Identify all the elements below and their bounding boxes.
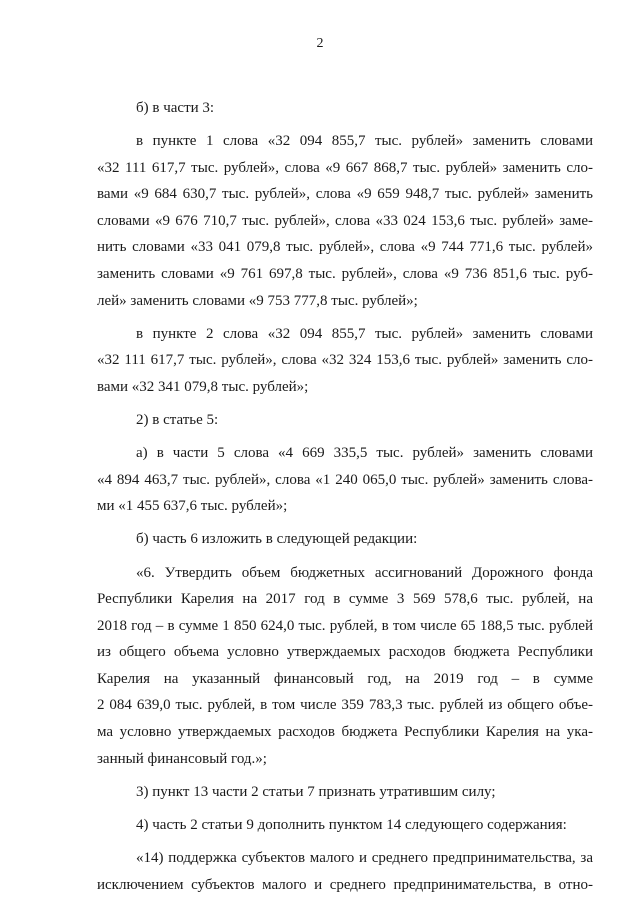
text-line: заменить словами «9 761 697,8 тыс. рублей», слова «9 736 851,6 тыс. руб-: [97, 266, 593, 283]
text-line: 2018 год – в сумме 1 850 624,0 тыс. рублей, в том числе 65 188,5 тыс. рублей: [97, 617, 593, 634]
text-line: «14) поддержка субъектов малого и среднего предпринимательства, за: [136, 849, 593, 866]
paragraph: [97, 560, 593, 773]
text-line: ма условно утверждаемых расходов бюджета Республики Карелия на ука-: [97, 724, 593, 741]
text-line: Карелия на указанный финансовый год, на 2019 год – в сумме: [97, 670, 593, 687]
paragraph: [97, 812, 593, 839]
text-line: «32 111 617,7 тыс. рублей», слова «9 667 868,7 тыс. рублей» заменить сло-: [97, 159, 593, 176]
paragraph: [97, 321, 593, 401]
text-line: в пункте 2 слова «32 094 855,7 тыс. рублей» заменить словами: [136, 325, 593, 342]
paragraph: [97, 526, 593, 553]
text-line: «32 111 617,7 тыс. рублей», слова «32 324 153,6 тыс. рублей» заменить сло-: [97, 352, 593, 369]
paragraph: [97, 845, 593, 898]
page-number: 2: [316, 36, 324, 51]
text-line: 2) в статье 5:: [136, 412, 219, 429]
paragraph: [97, 95, 593, 122]
text-line: в пункте 1 слова «32 094 855,7 тыс. рублей» заменить словами: [136, 133, 593, 150]
text-line: нить словами «33 041 079,8 тыс. рублей», слова «9 744 771,6 тыс. рублей»: [97, 239, 593, 256]
text-line: б) в части 3:: [136, 100, 215, 116]
text-line: а) в части 5 слова «4 669 335,5 тыс. рублей» заменить словами: [136, 445, 593, 462]
text-line: «4 894 463,7 тыс. рублей», слова «1 240 065,0 тыс. рублей» заменить слова-: [97, 471, 593, 488]
text-line: б) часть 6 изложить в следующей редакции:: [136, 531, 418, 548]
text-line: словами «9 676 710,7 тыс. рублей», слова «33 024 153,6 тыс. рублей» заме-: [97, 212, 593, 229]
document-body: [97, 95, 593, 898]
paragraph: [97, 407, 593, 434]
text-line: вами «32 341 079,8 тыс. рублей»;: [97, 378, 309, 395]
text-line: 3) пункт 13 части 2 статьи 7 признать утратившим силу;: [136, 783, 496, 800]
text-line: 2 084 639,0 тыс. рублей, в том числе 359 783,3 тыс. рублей из общего объе-: [97, 697, 593, 714]
text-line: вами «9 684 630,7 тыс. рублей», слова «9 659 948,7 тыс. рублей» заменить: [97, 186, 593, 203]
paragraph: [97, 440, 593, 520]
text-line: Республики Карелия на 2017 год в сумме 3 569 578,6 тыс. рублей, на: [97, 591, 593, 608]
text-line: занный финансовый год.»;: [97, 750, 267, 767]
text-line: «6. Утвердить объем бюджетных ассигнований Дорожного фонда: [136, 564, 593, 581]
paragraph: [97, 128, 593, 314]
paragraph: [97, 779, 593, 806]
text-line: исключением субъектов малого и среднего предпринимательства, в отно-: [97, 876, 593, 893]
text-line: ми «1 455 637,6 тыс. рублей»;: [97, 498, 288, 515]
text-line: лей» заменить словами «9 753 777,8 тыс. рублей»;: [97, 292, 418, 309]
text-line: 4) часть 2 статьи 9 дополнить пунктом 14 следующего содержания:: [136, 816, 567, 833]
text-line: из общего объема условно утверждаемых расходов бюджета Республики: [97, 644, 593, 661]
